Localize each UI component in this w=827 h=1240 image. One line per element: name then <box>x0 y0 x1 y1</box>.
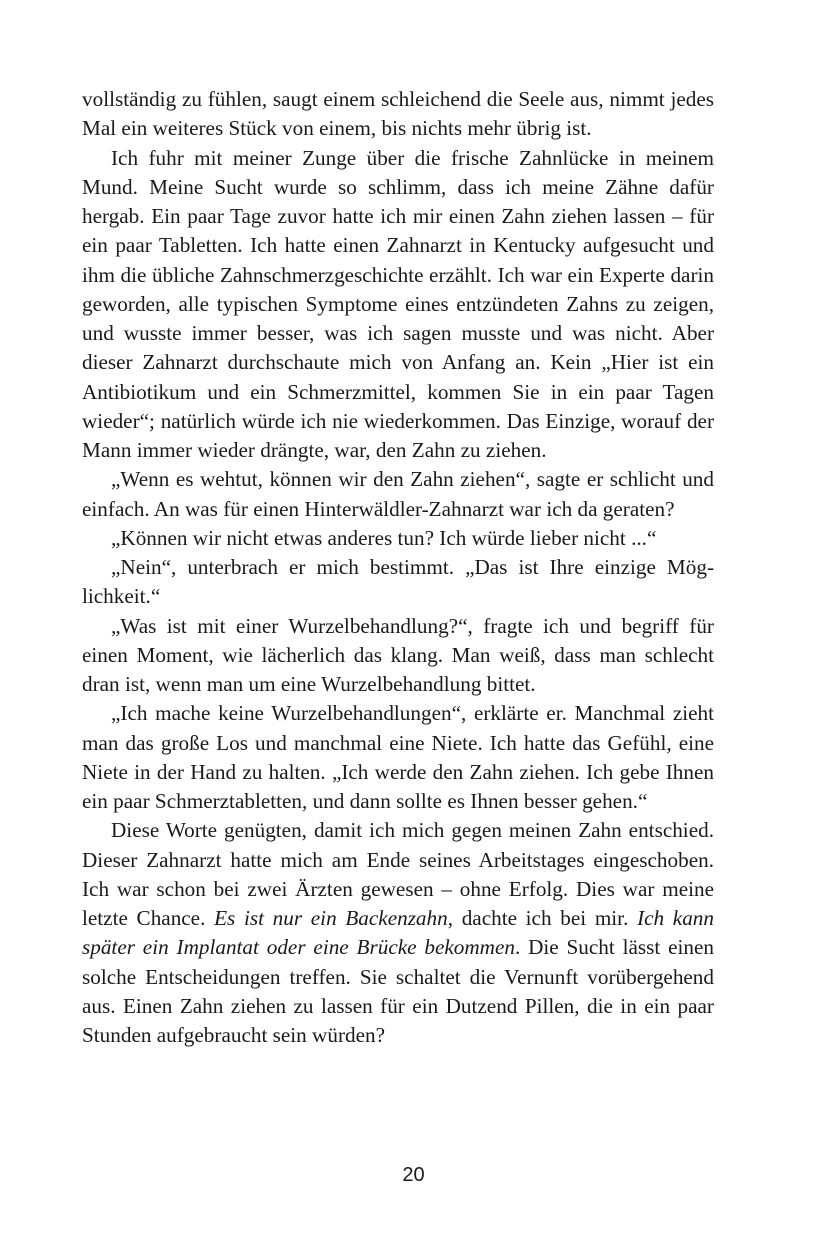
text-segment: „Ich mache keine Wurzelbehandlungen“, erklärte er. Manchmal zieht man das große Los und manchmal eine Niete. Ich hatte das Gefühl, eine Niete in der Hand zu halten. „Ich werde den Zahn ziehen. Ich gebe Ihnen ein paar Schmerztabletten, und dann sollte es Ihnen besser gehen.“ <box>82 701 714 813</box>
text-segment: vollständig zu fühlen, saugt einem schleichend die Seele aus, nimmt jedes Mal ein weiteres Stück von einem, bis nichts mehr übrig ist. <box>82 87 714 141</box>
body-text <box>82 85 714 1050</box>
text-segment: „Nein“, unterbrach er mich bestimmt. „Das ist Ihre einzige Möglichkeit.“ <box>82 555 714 609</box>
paragraph-5 <box>82 553 714 612</box>
paragraph-7 <box>82 699 714 816</box>
paragraph-2 <box>82 144 714 466</box>
text-segment: . Die Sucht lässt einen solche Entscheidungen treffen. Sie schaltet die Vernunft vorübergehend aus. Einen Zahn ziehen zu lassen für ein Dutzend Pillen, die in ein paar Stunden aufgebraucht sein würden? <box>82 935 714 1047</box>
italic-thought: Ich kann später ein Implantat oder eine Brücke bekommen <box>82 906 714 960</box>
text-segment: „Wenn es wehtut, können wir den Zahn ziehen“, sagte er schlicht und einfach. An was für einen Hinterwäldler-Zahnarzt war ich da geraten? <box>82 467 714 521</box>
italic-thought: Es ist nur ein Backenzahn <box>214 906 448 930</box>
paragraph-8 <box>82 816 714 1050</box>
paragraph-4 <box>82 524 714 553</box>
text-segment: Ich fuhr mit meiner Zunge über die frische Zahnlücke in meinem Mund. Meine Sucht wurde so schlimm, dass ich meine Zähne dafür hergab. Ein paar Tage zuvor hatte ich mir einen Zahn ziehen lassen – für ein paar Tabletten. Ich hatte einen Zahnarzt in Kentucky aufgesucht und ihm die übliche Zahnschmerzgeschichte erzählt. Ich war ein Experte darin geworden, alle typischen Symptome eines entzündeten Zahns zu zeigen, und wusste immer besser, was ich sagen musste und was nicht. Aber dieser Zahnarzt durchschaute mich von Anfang an. Kein „Hier ist ein Antibiotikum und ein Schmerzmittel, kommen Sie in ein paar Tagen wieder“; natürlich würde ich nie wiederkommen. Das Einzige, worauf der Mann immer wieder drängte, war, den Zahn zu ziehen. <box>82 145 714 462</box>
page-number: 20 <box>402 1164 425 1186</box>
text-segment: „Was ist mit einer Wurzelbehandlung?“, fragte ich und begriff für einen Moment, wie lächerlich das klang. Man weiß, dass man schlecht dran ist, wenn man um eine Wurzelbehandlung bittet. <box>82 613 714 696</box>
paragraph-3 <box>82 465 714 524</box>
text-segment: Diese Worte genügten, damit ich mich gegen meinen Zahn entschied. Dieser Zahnarzt hatte mich am Ende seines Arbeitstages eingeschoben. Ich war schon bei zwei Ärzten gewesen – ohne Erfolg. Dies war meine letzte Chance. <box>82 818 714 930</box>
paragraph-6 <box>82 612 714 700</box>
text-segment: , dachte ich bei mir. <box>447 906 638 930</box>
text-segment: „Können wir nicht etwas anderes tun? Ich würde lieber nicht ...“ <box>111 525 657 550</box>
paragraph-1 <box>82 85 714 144</box>
